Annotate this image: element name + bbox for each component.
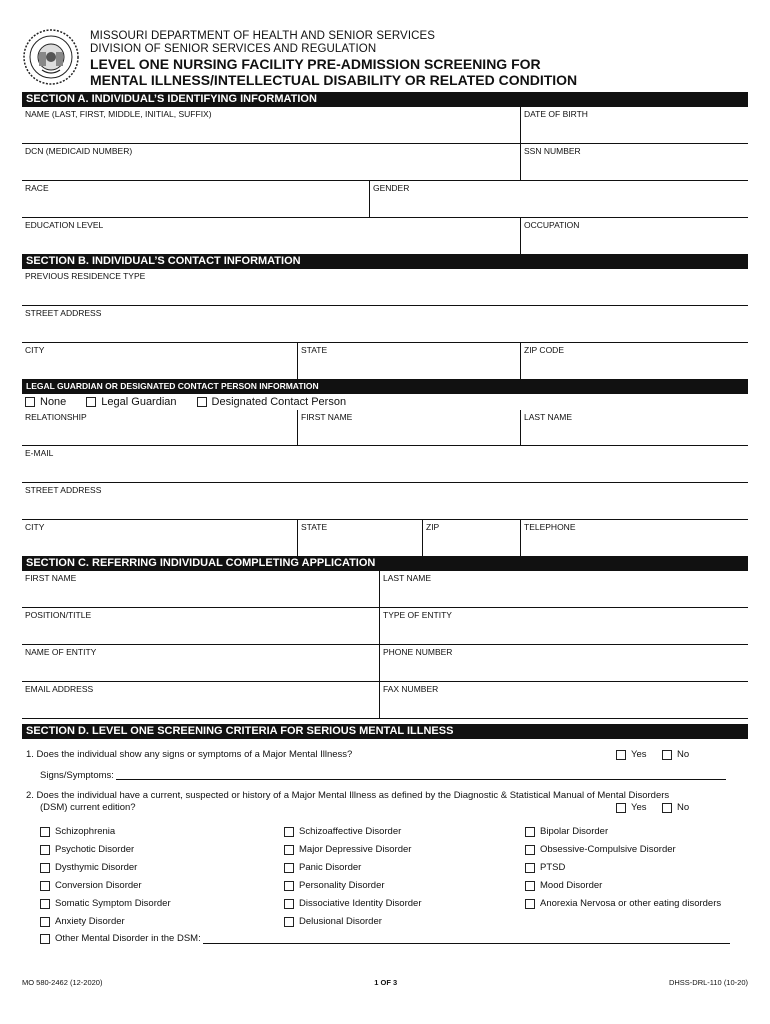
- disorder-label: Dissociative Identity Disorder: [299, 898, 422, 909]
- disorder-label: Anxiety Disorder: [55, 916, 125, 927]
- name-field[interactable]: NAME (LAST, FIRST, MIDDLE, INITIAL, SUFFIX): [25, 109, 212, 119]
- race-row: [22, 181, 748, 218]
- guardian-state-field[interactable]: STATE: [297, 520, 422, 556]
- disorder-label: Psychotic Disorder: [55, 844, 135, 855]
- form-header: [22, 28, 748, 92]
- guardian-first-name-field[interactable]: FIRST NAME: [297, 410, 520, 445]
- city-row: [22, 343, 748, 379]
- disorder-label: Major Depressive Disorder: [299, 844, 412, 855]
- option-none[interactable]: [25, 396, 66, 408]
- guardian-email-row: [22, 446, 748, 483]
- guardian-street-row: [22, 483, 748, 520]
- designated-contact-checkbox[interactable]: [197, 397, 207, 407]
- prev-residence-field[interactable]: PREVIOUS RESIDENCE TYPE: [25, 271, 146, 281]
- guardian-city-row: [22, 520, 748, 556]
- missouri-seal-icon: [22, 28, 80, 86]
- signs-label: Signs/Symptoms:: [40, 770, 114, 781]
- disorder-item[interactable]: [40, 916, 125, 927]
- checkbox[interactable]: [525, 881, 535, 891]
- disorder-item[interactable]: [525, 826, 608, 837]
- gender-field[interactable]: GENDER: [369, 181, 748, 217]
- checkbox[interactable]: [525, 899, 535, 909]
- disorder-item[interactable]: [284, 880, 385, 891]
- checkbox[interactable]: [284, 881, 294, 891]
- position-row: [22, 608, 748, 645]
- disorder-label: Mood Disorder: [540, 880, 603, 891]
- disorder-label: Obsessive-Compulsive Disorder: [540, 844, 676, 855]
- q2-no-label: No: [677, 802, 690, 813]
- guardian-city-field[interactable]: CITY: [25, 522, 45, 532]
- referrer-last-name-field[interactable]: LAST NAME: [379, 571, 748, 607]
- guardian-zip-field[interactable]: ZIP: [422, 520, 520, 556]
- none-label: None: [40, 396, 67, 408]
- entity-name-field[interactable]: NAME OF ENTITY: [25, 647, 97, 657]
- q1-yes-checkbox[interactable]: [616, 750, 626, 760]
- section-b-header: SECTION B. INDIVIDUAL’S CONTACT INFORMATION: [22, 254, 748, 269]
- education-field[interactable]: EDUCATION LEVEL: [25, 220, 104, 230]
- none-checkbox[interactable]: [25, 397, 35, 407]
- other-disorder-checkbox[interactable]: [40, 934, 50, 944]
- referrer-name-row: [22, 571, 748, 608]
- checkbox[interactable]: [284, 917, 294, 927]
- q2-yes[interactable]: [616, 802, 647, 813]
- header-text: [90, 30, 577, 88]
- form-footer: [22, 978, 748, 987]
- form-number: MO 580-2462 (12-2020): [22, 978, 103, 987]
- disorder-label: Somatic Symptom Disorder: [55, 898, 171, 909]
- disorder-item[interactable]: [284, 826, 401, 837]
- section-d-body: [22, 739, 748, 971]
- designated-contact-label: Designated Contact Person: [211, 396, 347, 408]
- relationship-field[interactable]: RELATIONSHIP: [25, 412, 87, 422]
- dcn-row: [22, 144, 748, 181]
- disorder-label: Schizoaffective Disorder: [299, 826, 402, 837]
- entity-row: [22, 645, 748, 682]
- q2-yes-label: Yes: [631, 802, 647, 813]
- phone-field[interactable]: PHONE NUMBER: [379, 645, 748, 681]
- relationship-row: [22, 410, 748, 446]
- form-title-line2: MENTAL ILLNESS/INTELLECTUAL DISABILITY OR RELATED CONDITION: [90, 72, 578, 88]
- entity-type-field[interactable]: TYPE OF ENTITY: [379, 608, 748, 644]
- disorder-label: Anorexia Nervosa or other eating disorders: [540, 898, 722, 909]
- q1-yes[interactable]: [616, 749, 647, 760]
- question-1: 1. Does the individual show any signs or symptoms of a Major Mental Illness?: [26, 749, 353, 760]
- occupation-field[interactable]: OCCUPATION: [520, 218, 748, 254]
- referrer-email-field[interactable]: EMAIL ADDRESS: [25, 684, 94, 694]
- question-2-cont: (DSM) current edition?: [40, 802, 136, 813]
- disorder-label: Panic Disorder: [299, 862, 362, 873]
- question-2: 2. Does the individual have a current, suspected or history of a Major Mental Illness as defined by the Diagnostic & Statistical Manual of Mental Disorders: [26, 790, 670, 801]
- checkbox[interactable]: [525, 863, 535, 873]
- section-a-header: SECTION A. INDIVIDUAL’S IDENTIFYING INFORMATION: [22, 92, 748, 107]
- guardian-email-field[interactable]: E-MAIL: [25, 448, 54, 458]
- disorder-item[interactable]: [284, 898, 422, 909]
- checkbox[interactable]: [40, 863, 50, 873]
- disorder-label: Personality Disorder: [299, 880, 385, 891]
- checkbox[interactable]: [525, 827, 535, 837]
- section-d-header: SECTION D. LEVEL ONE SCREENING CRITERIA FOR SERIOUS MENTAL ILLNESS: [22, 724, 748, 739]
- disorder-item[interactable]: [40, 880, 142, 891]
- checkbox[interactable]: [284, 845, 294, 855]
- checkbox[interactable]: [40, 917, 50, 927]
- guardian-options: [22, 394, 748, 410]
- email-fax-row: [22, 682, 748, 719]
- signs-input[interactable]: [116, 770, 726, 780]
- checkbox[interactable]: [525, 845, 535, 855]
- checkbox[interactable]: [40, 827, 50, 837]
- disorder-item[interactable]: [40, 862, 137, 873]
- q2-no-checkbox[interactable]: [662, 803, 672, 813]
- street-field[interactable]: STREET ADDRESS: [25, 308, 102, 318]
- state-field[interactable]: STATE: [297, 343, 520, 379]
- disorder-item[interactable]: [525, 844, 676, 855]
- guardian-header: LEGAL GUARDIAN OR DESIGNATED CONTACT PERSON INFORMATION: [22, 379, 748, 394]
- checkbox[interactable]: [284, 827, 294, 837]
- guardian-telephone-field[interactable]: TELEPHONE: [520, 520, 748, 556]
- disorder-item[interactable]: [40, 844, 134, 855]
- q1-no[interactable]: [662, 749, 689, 760]
- q1-yes-label: Yes: [631, 749, 647, 760]
- option-designated-contact[interactable]: [197, 396, 347, 408]
- q1-no-checkbox[interactable]: [662, 750, 672, 760]
- disorder-item[interactable]: [525, 862, 565, 873]
- checkbox[interactable]: [40, 899, 50, 909]
- guardian-street-field[interactable]: STREET ADDRESS: [25, 485, 102, 495]
- disorder-item[interactable]: [284, 862, 361, 873]
- disorder-label: Conversion Disorder: [55, 880, 142, 891]
- legal-guardian-checkbox[interactable]: [86, 397, 96, 407]
- other-disorder-input[interactable]: [203, 934, 730, 944]
- disorder-label: Schizophrenia: [55, 826, 116, 837]
- form-page: [22, 28, 748, 987]
- other-disorder-row: [40, 933, 730, 944]
- disorder-item[interactable]: [40, 826, 115, 837]
- department-name: MISSOURI DEPARTMENT OF HEALTH AND SENIOR SERVICES: [90, 30, 436, 42]
- street-row: [22, 306, 748, 343]
- q1-no-label: No: [677, 749, 690, 760]
- referrer-first-name-field[interactable]: FIRST NAME: [25, 573, 77, 583]
- guardian-last-name-field[interactable]: LAST NAME: [520, 410, 748, 445]
- disorder-checklist: [22, 819, 748, 949]
- dcn-field[interactable]: DCN (MEDICAID NUMBER): [25, 146, 133, 156]
- checkbox[interactable]: [40, 881, 50, 891]
- disorder-item[interactable]: [284, 916, 382, 927]
- fax-field[interactable]: FAX NUMBER: [379, 682, 748, 718]
- name-row: [22, 107, 748, 144]
- disorder-item[interactable]: [40, 898, 171, 909]
- form-title-line1: LEVEL ONE NURSING FACILITY PRE-ADMISSION SCREENING FOR: [90, 56, 541, 72]
- zip-field[interactable]: ZIP CODE: [520, 343, 748, 379]
- page-number: 1 OF 3: [374, 978, 398, 987]
- position-field[interactable]: POSITION/TITLE: [25, 610, 92, 620]
- other-disorder-label: Other Mental Disorder in the DSM:: [55, 933, 201, 944]
- checkbox[interactable]: [40, 845, 50, 855]
- division-name: DIVISION OF SENIOR SERVICES AND REGULATION: [90, 43, 377, 55]
- checkbox[interactable]: [284, 899, 294, 909]
- education-row: [22, 218, 748, 254]
- signs-row: [40, 770, 726, 781]
- disorder-item[interactable]: [525, 898, 721, 909]
- disorder-label: Dysthymic Disorder: [55, 862, 138, 873]
- q2-no[interactable]: [662, 802, 689, 813]
- form-code: DHSS-DRL-110 (10-20): [668, 978, 748, 987]
- city-field[interactable]: CITY: [25, 345, 45, 355]
- disorder-label: PTSD: [540, 862, 566, 873]
- race-field[interactable]: RACE: [25, 183, 49, 193]
- option-legal-guardian[interactable]: [86, 396, 176, 408]
- disorder-item[interactable]: [525, 880, 602, 891]
- checkbox[interactable]: [284, 863, 294, 873]
- disorder-label: Bipolar Disorder: [540, 826, 609, 837]
- section-c-header: SECTION C. REFERRING INDIVIDUAL COMPLETING APPLICATION: [22, 556, 748, 571]
- legal-guardian-label: Legal Guardian: [101, 396, 177, 408]
- disorder-item[interactable]: [284, 844, 411, 855]
- prev-residence-row: [22, 269, 748, 306]
- disorder-label: Delusional Disorder: [299, 916, 382, 927]
- dob-field[interactable]: DATE OF BIRTH: [520, 107, 748, 143]
- q2-yes-checkbox[interactable]: [616, 803, 626, 813]
- ssn-field[interactable]: SSN NUMBER: [520, 144, 748, 180]
